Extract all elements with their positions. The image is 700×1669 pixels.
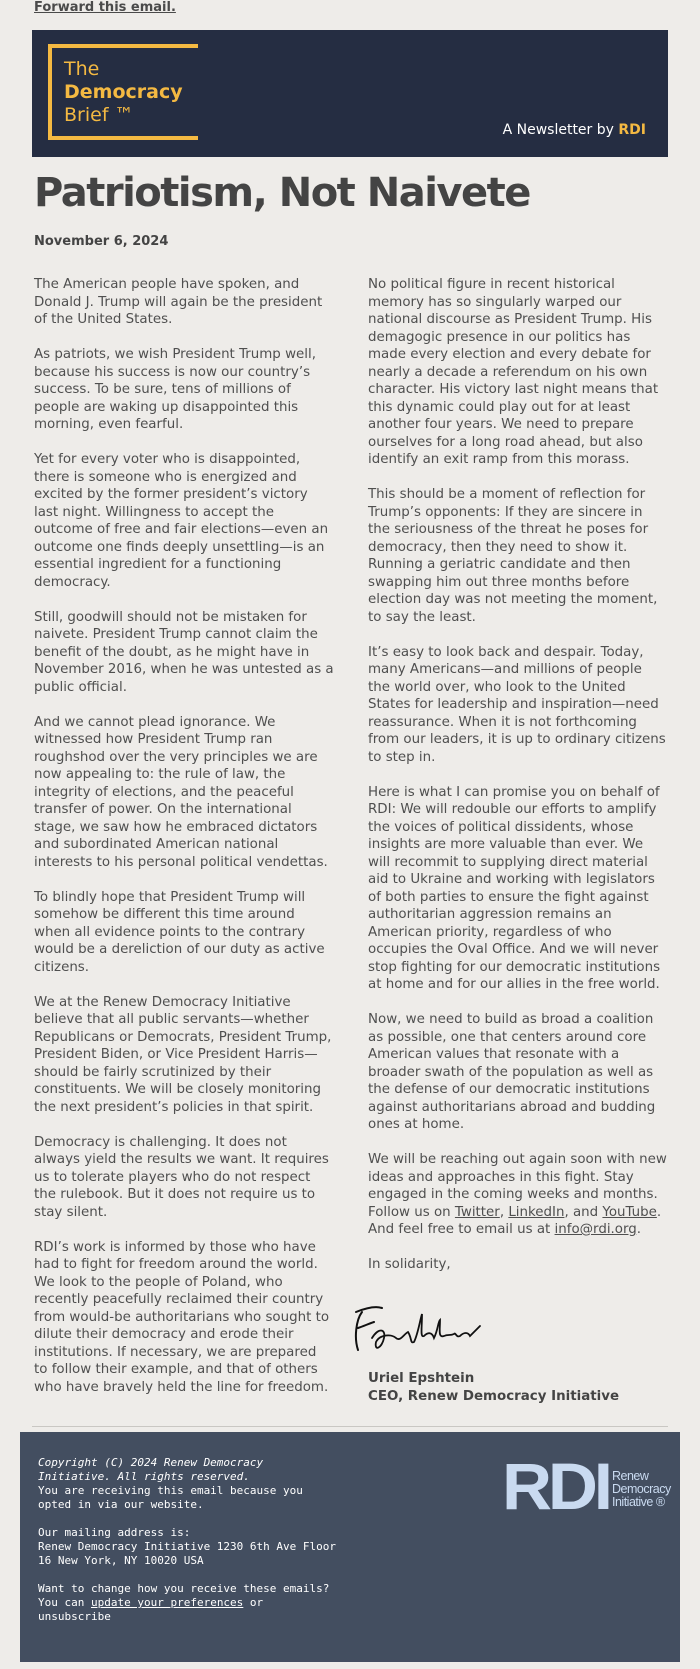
closing-paragraph [368, 1151, 668, 1239]
footer-text [38, 1456, 338, 1638]
signer-name: Uriel Epshtein [368, 1371, 475, 1386]
mailing-address-label: Our mailing address is: [38, 1526, 191, 1539]
paragraph: Still, goodwill should not be mistaken for naivete. President Trump cannot claim the benefit of the doubt, as he might have in November 2016, when he was untested as a public official. [34, 609, 334, 695]
newsletter-banner [32, 30, 668, 157]
signer-block [368, 1370, 619, 1406]
tagline-prefix: A Newsletter by [502, 122, 619, 138]
closing-text: , [499, 1204, 509, 1220]
rdi-logo-line: Initiative ® [612, 1495, 665, 1509]
youtube-link[interactable]: YouTube [602, 1204, 657, 1220]
signoff: In solidarity, [368, 1257, 451, 1272]
preferences-label: Want to change how you receive these emails? [38, 1582, 330, 1595]
email-link[interactable]: info@rdi.org [554, 1222, 637, 1237]
logo-line: The [64, 58, 100, 80]
signer-title: CEO, Renew Democracy Initiative [368, 1389, 620, 1404]
preferences-text: or [243, 1596, 264, 1609]
paragraph: The American people have spoken, and Donald J. Trump will again be the president of the United States. [34, 277, 323, 327]
preferences-text: You can [38, 1596, 91, 1609]
logo-line: Brief ™ [64, 104, 134, 126]
paragraph: To blindly hope that President Trump will somehow be different this time around when all evidence points to the contrary would be a dereliction of our duty as active citizens. [34, 889, 325, 975]
subscription-reason: You are receiving this email because you opted in via our website. [38, 1484, 303, 1511]
paragraph: No political figure in recent historical memory has so singularly warped our national discourse as President Trump. His demagogic presence in our politics has made every election and every debate for nearly a decade a referendum on his own character. His victory last night means that this dynamic could play out for at least another four years. We need to prepare ourselves for a long road ahead, but also identify an exit ramp from this morass. [368, 277, 659, 467]
newsletter-tagline [503, 122, 646, 138]
paragraph: It’s easy to look back and despair. Today, many Americans—and millions of people the world over, who look to the United States for leadership and inspiration—need reassurance. When it is not forthcoming from our leaders, it is up to ordinary citizens to step in. [368, 644, 666, 765]
tagline-brand: RDI [618, 122, 646, 138]
rdi-logo-mark: RDI [502, 1449, 609, 1523]
copyright-text: Copyright (C) 2024 Renew Democracy Initiative. All rights reserved. [38, 1456, 264, 1483]
paragraph: We at the Renew Democracy Initiative believe that all public servants—whether Republicans or Democrats, President Trump, President Biden, or Vice President Harris—should be fairly scrutinized by their constituents. We will be closely monitoring the next president’s policies in that spirit. [34, 994, 332, 1115]
forward-email-link[interactable]: Forward this email. [34, 0, 176, 15]
paragraph: This should be a moment of reflection for Trump’s opponents: If they are sincere in the seriousness of the threat he poses for democracy, then they need to show it. Running a geriatric candidate and then swapping him out three months before election day was not meeting the moment, to say the least. [368, 487, 658, 625]
article-column-right [368, 276, 668, 1291]
democracy-brief-logo [64, 58, 183, 127]
mailing-address: Renew Democracy Initiative 1230 6th Ave Floor 16 New York, NY 10020 USA [38, 1540, 337, 1567]
closing-text: We will be reaching out again soon with new ideas and approaches in this fight. Stay engaged in the coming weeks and months. Follow us on [368, 1152, 667, 1220]
article-date: November 6, 2024 [34, 234, 169, 249]
article-title: Patriotism, Not Naivete [34, 170, 530, 216]
article-column-left [34, 276, 334, 1414]
linkedin-link[interactable]: LinkedIn [508, 1204, 565, 1220]
paragraph: RDI’s work is informed by those who have had to fight for freedom around the world. We look to the people of Poland, who recently peacefully reclaimed their country from would-be authoritarians who sought to dilute their democracy and erode their institutions. If necessary, we are prepared to follow their example, and that of others who have bravely held the line for freedom. [34, 1239, 330, 1395]
paragraph: Here is what I can promise you on behalf of RDI: We will redouble our efforts to amplify the voices of political dissidents, whose insights are more valuable than ever. We will recommit to supplying direct material aid to Ukraine and working with legislators of both parties to ensure the fight against authoritarian aggression remains an American priority, regardless of who occupies the Oval Office. And we will never stop fighting for our democratic institutions at home and for our allies in the free world. [368, 784, 661, 992]
rdi-logo-line: Democracy [612, 1482, 671, 1496]
footer-divider [32, 1426, 668, 1427]
logo-frame-corner [178, 136, 198, 140]
paragraph: And we cannot plead ignorance. We witnessed how President Trump ran roughshod over the very principles we are now appealing to: the rule of law, the integrity of elections, and the peaceful transfer of power. On the international stage, we saw how he embraced dictators and subordinated American national interests to his personal political vendettas. [34, 714, 328, 870]
unsubscribe-link[interactable]: unsubscribe [38, 1610, 111, 1623]
twitter-link[interactable]: Twitter [454, 1204, 500, 1220]
closing-text: , and [564, 1204, 603, 1220]
rdi-logo-wordmark [612, 1470, 671, 1509]
paragraph: Democracy is challenging. It does not always yield the results we want. It requires us to tolerate players who do not respect the rulebook. But it does not require us to stay silent. [34, 1134, 329, 1220]
handwritten-signature [352, 1298, 482, 1354]
paragraph: Yet for every voter who is disappointed, there is someone who is energized and excited by the former president’s victory last night. Willingness to accept the outcome of free and fair elections—even an outcome one finds deeply unsettling—is an essential ingredient for a functioning democracy. [34, 452, 329, 590]
logo-line: Democracy [64, 81, 183, 103]
update-preferences-link[interactable]: update your preferences [90, 1596, 244, 1609]
closing-text: . [636, 1222, 642, 1237]
rdi-logo-line: Renew [612, 1469, 649, 1483]
email-footer [20, 1432, 680, 1662]
closing-text: . And feel free to email us at [368, 1204, 662, 1237]
paragraph: As patriots, we wish President Trump well, because his success is now our country’s success. To be sure, tens of millions of people are waking up disappointed this morning, even fearful. [34, 347, 316, 432]
logo-frame-corner [178, 44, 198, 48]
paragraph: Now, we need to build as broad a coalition as possible, one that centers around core American values that resonate with a broader swath of the population as well as the defense of our democratic institutions against authoritarians abroad and budding ones at home. [368, 1012, 656, 1132]
